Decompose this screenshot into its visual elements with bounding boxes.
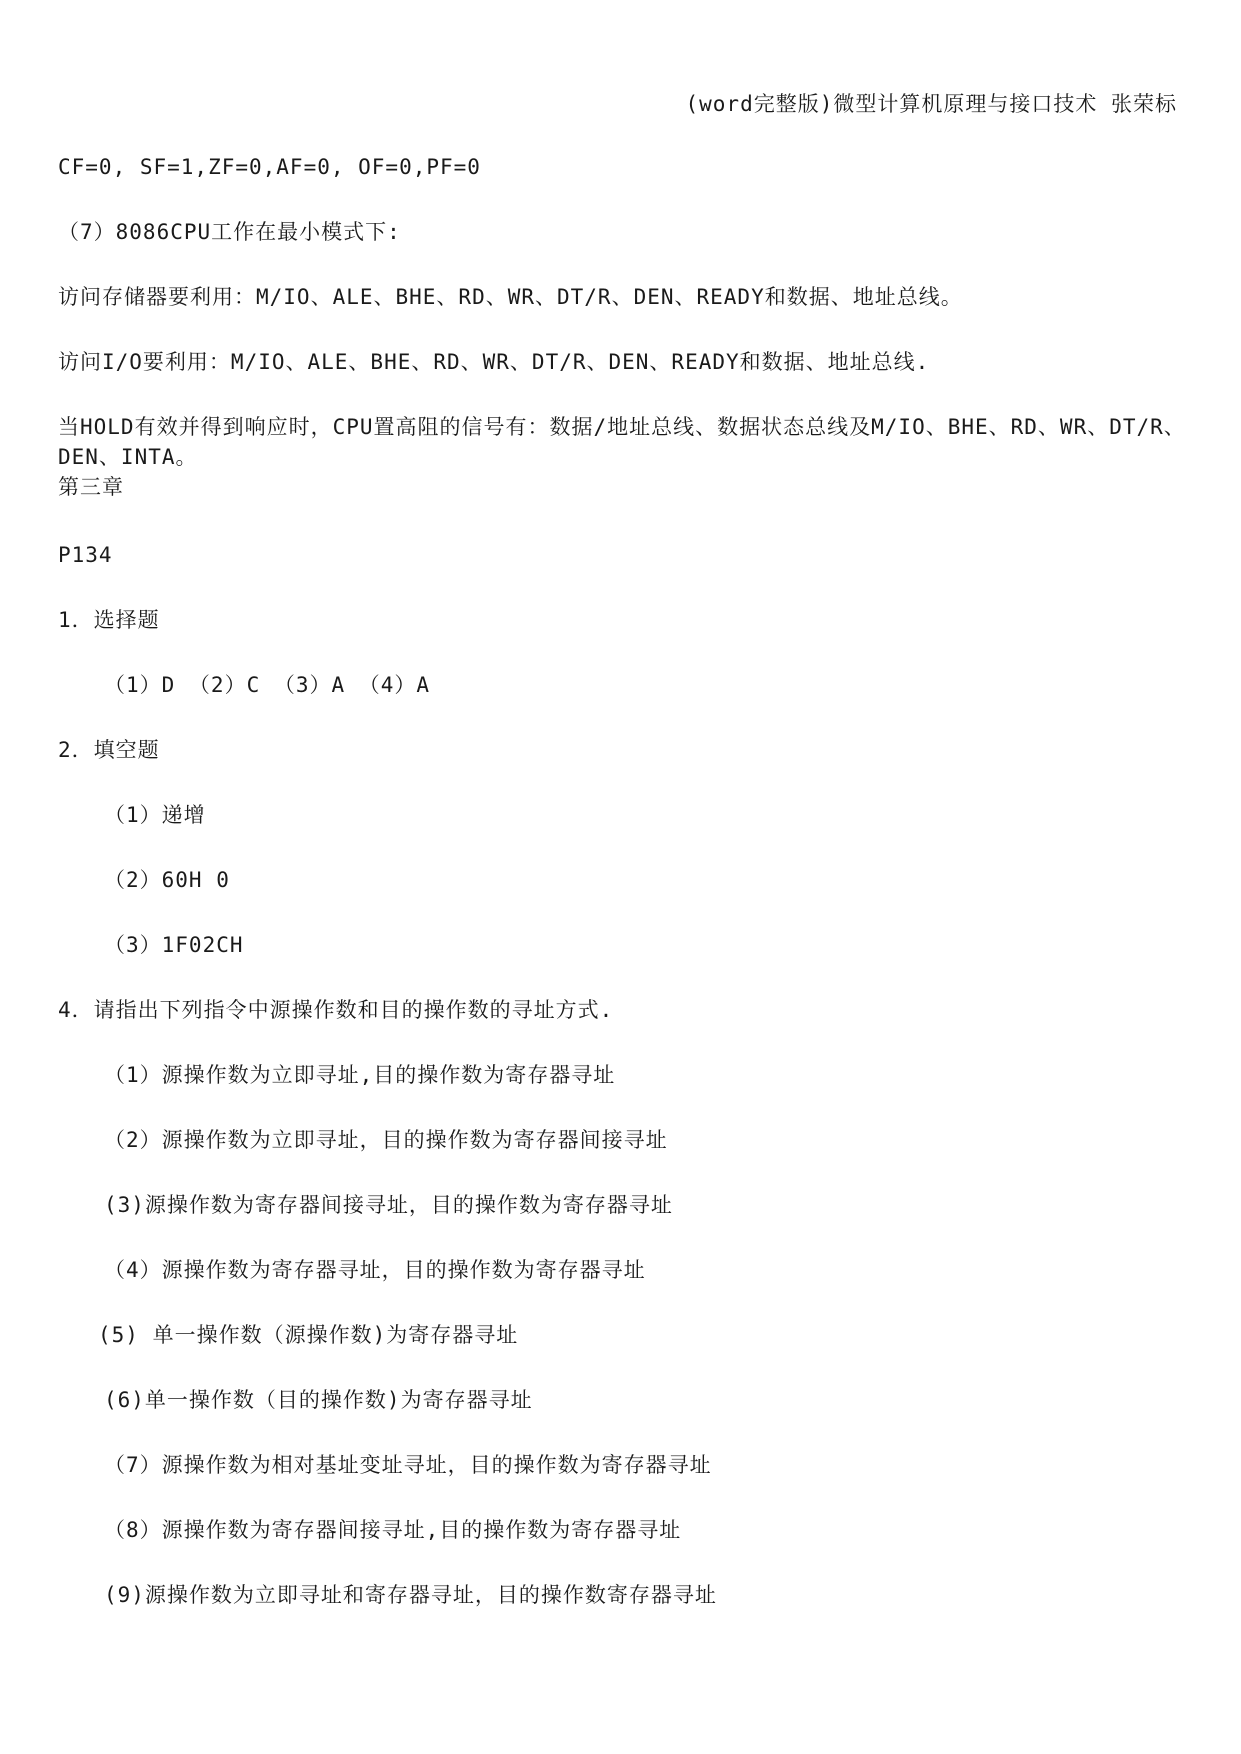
addressing-answer-1: （1）源操作数为立即寻址,目的操作数为寄存器寻址: [104, 1063, 616, 1087]
chapter-heading: 第三章: [58, 475, 124, 499]
question-2-heading: 2．填空题: [58, 738, 160, 762]
addressing-answer-4: （4）源操作数为寄存器寻址，目的操作数为寄存器寻址: [104, 1258, 646, 1282]
addressing-answer-5: (5) 单一操作数（源操作数)为寄存器寻址: [98, 1323, 519, 1347]
addressing-answer-2: （2）源操作数为立即寻址，目的操作数为寄存器间接寻址: [104, 1128, 668, 1152]
addressing-answer-6: (6)单一操作数（目的操作数)为寄存器寻址: [104, 1388, 533, 1412]
fill-answer-2: （2）60H 0: [104, 868, 230, 892]
choice-answers: （1）D （2）C （3）A （4）A: [104, 673, 431, 697]
question-1-heading: 1．选择题: [58, 608, 160, 632]
fill-answer-1: （1）递增: [104, 803, 206, 827]
addressing-answer-3: (3)源操作数为寄存器间接寻址，目的操作数为寄存器寻址: [104, 1193, 673, 1217]
flags-line: CF=0, SF=1,ZF=0,AF=0, OF=0,PF=0: [58, 155, 481, 179]
item-7-heading: （7）8086CPU工作在最小模式下:: [58, 220, 401, 244]
memory-access-line: 访问存储器要利用：M/IO、ALE、BHE、RD、WR、DT/R、DEN、READY和数据、地址总线。: [58, 285, 963, 309]
hold-response-paragraph: 当HOLD有效并得到响应时，CPU置高阻的信号有：数据/地址总线、数据状态总线及M/IO、BHE、RD、WR、DT/R、DEN、INTA。: [58, 415, 1186, 469]
page-reference: P134: [58, 543, 113, 567]
io-access-line: 访问I/O要利用：M/IO、ALE、BHE、RD、WR、DT/R、DEN、READY和数据、地址总线.: [58, 350, 930, 374]
fill-answer-3: （3）1F02CH: [104, 933, 244, 957]
question-4-heading: 4．请指出下列指令中源操作数和目的操作数的寻址方式.: [58, 998, 614, 1022]
addressing-answer-7: （7）源操作数为相对基址变址寻址，目的操作数为寄存器寻址: [104, 1453, 712, 1477]
addressing-answer-8: （8）源操作数为寄存器间接寻址,目的操作数为寄存器寻址: [104, 1518, 682, 1542]
document-header: (word完整版)微型计算机原理与接口技术 张荣标: [685, 92, 1177, 116]
addressing-answer-9: (9)源操作数为立即寻址和寄存器寻址，目的操作数寄存器寻址: [104, 1583, 717, 1607]
